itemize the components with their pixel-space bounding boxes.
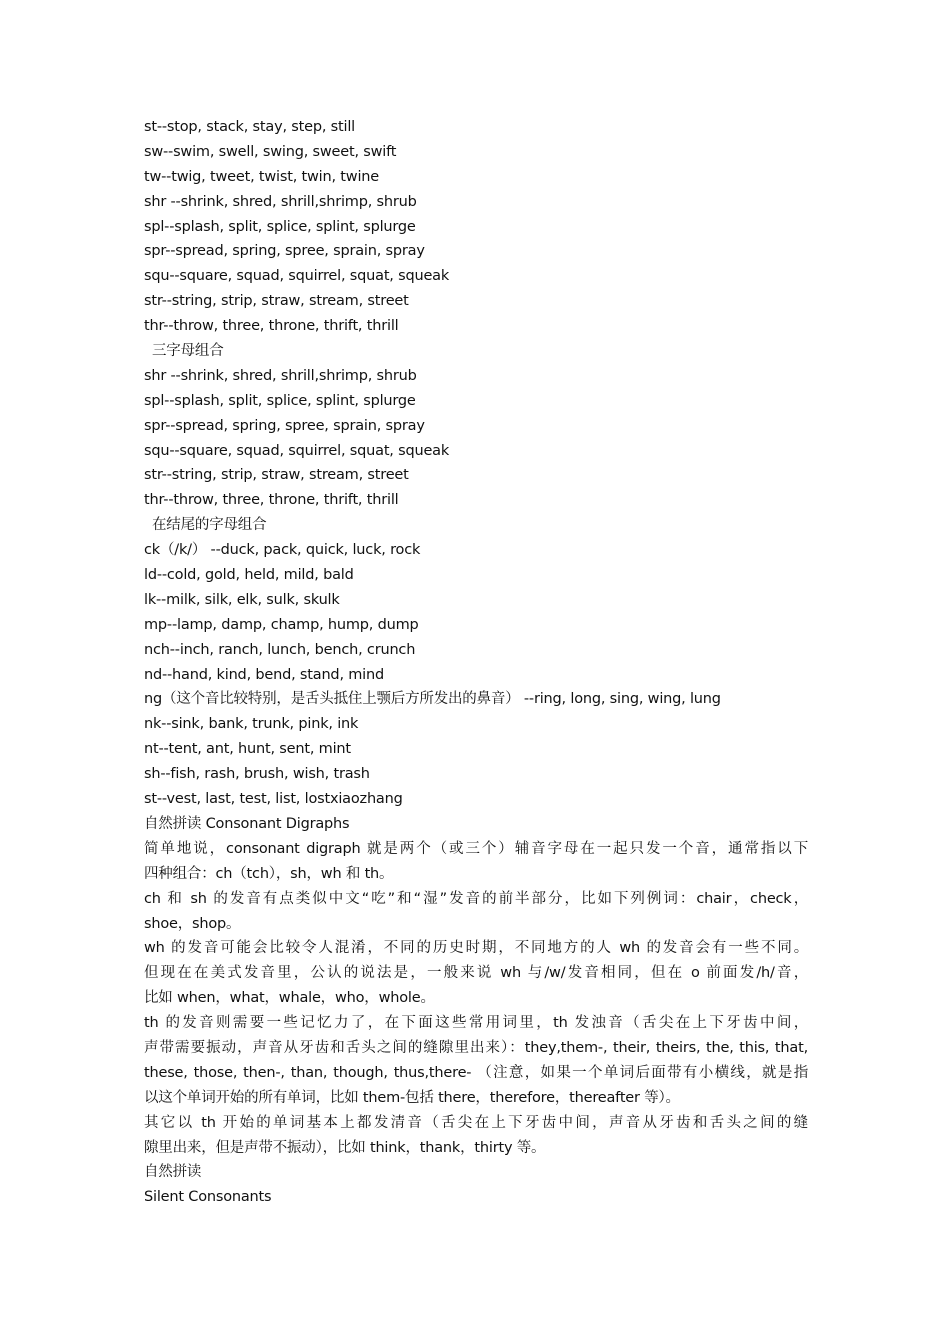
text-line: nk--sink, bank, trunk, pink, ink xyxy=(144,716,359,733)
text-line: str--string, strip, straw, stream, street xyxy=(144,293,409,310)
text-line: ck（/k/） --duck, pack, quick, luck, rock xyxy=(144,542,421,559)
section-heading: Silent Consonants xyxy=(144,1189,272,1206)
paragraph-line: 四种组合：ch（tch），sh，wh 和 th。 xyxy=(144,865,394,882)
paragraph-line: shoe，shop。 xyxy=(144,915,241,932)
text-line: squ--square, squad, squirrel, squat, squeak xyxy=(144,268,450,285)
text-line: thr--throw, three, throne, thrift, thrill xyxy=(144,492,399,509)
text-line: st--stop, stack, stay, step, still xyxy=(144,119,355,135)
paragraph-line: 以这个单词开始的所有单词，比如 them-包括 there，therefore，thereafter 等）。 xyxy=(144,1089,680,1106)
text-line: sh--fish, rash, brush, wish, trash xyxy=(144,766,370,783)
paragraph-line: ch 和 sh 的发音有点类似中文“吃”和“湿”发音的前半部分，比如下列例词：chair，check， xyxy=(144,890,808,907)
text-line: spl--splash, split, splice, splint, splurge xyxy=(144,392,416,409)
text-line: squ--square, squad, squirrel, squat, squeak xyxy=(144,442,450,459)
section-heading: 自然拼读 xyxy=(144,1164,202,1181)
paragraph-line: these, those, then-, than, though, thus,there- （注意，如果一个单词后面带有小横线，就是指 xyxy=(144,1064,808,1081)
text-line: thr--throw, three, throne, thrift, thrill xyxy=(144,318,399,335)
text-line: spr--spread, spring, spree, sprain, spray xyxy=(144,243,425,260)
paragraph-line: 但现在在美式发音里，公认的说法是，一般来说 wh 与/w/发音相同，但在 o 前面发/h/音， xyxy=(144,965,808,982)
text-line: shr --shrink, shred, shrill,shrimp, shrub xyxy=(144,193,417,210)
document-page xyxy=(144,115,808,1210)
text-line: shr --shrink, shred, shrill,shrimp, shrub xyxy=(144,367,417,384)
section-heading: 三字母组合 xyxy=(152,343,224,360)
text-line: tw--twig, tweet, twist, twin, twine xyxy=(144,168,379,185)
text-line: spl--splash, split, splice, splint, splurge xyxy=(144,218,416,235)
text-line: nch--inch, ranch, lunch, bench, crunch xyxy=(144,641,416,658)
text-line: str--string, strip, straw, stream, street xyxy=(144,467,409,484)
paragraph-line: th 的发音则需要一些记忆力了，在下面这些常用词里，th 发浊音（舌尖在上下牙齿中间， xyxy=(144,1015,808,1032)
text-line: nd--hand, kind, bend, stand, mind xyxy=(144,666,385,683)
text-line: ld--cold, gold, held, mild, bald xyxy=(144,567,354,584)
text-line: ng（这个音比较特别，是舌头抵住上颚后方所发出的鼻音） --ring, long, sing, wing, lung xyxy=(144,691,721,708)
section-heading: 在结尾的字母组合 xyxy=(152,517,267,534)
paragraph-line: 比如 when，what，whale，who，whole。 xyxy=(144,990,435,1007)
text-line: spr--spread, spring, spree, sprain, spray xyxy=(144,417,425,434)
paragraph-line: 其它以 th 开始的单词基本上都发清音（舌尖在上下牙齿中间，声音从牙齿和舌头之间的缝 xyxy=(144,1114,808,1131)
text-line: nt--tent, ant, hunt, sent, mint xyxy=(144,741,351,758)
section-heading: 自然拼读 Consonant Digraphs xyxy=(144,815,350,832)
paragraph-line: 声带需要振动，声音从牙齿和舌头之间的缝隙里出来）：they,them-, their, theirs, the, this, that, xyxy=(144,1039,808,1056)
text-line: lk--milk, silk, elk, sulk, skulk xyxy=(144,591,340,608)
text-line: mp--lamp, damp, champ, hump, dump xyxy=(144,616,419,633)
text-line: sw--swim, swell, swing, sweet, swift xyxy=(144,143,397,160)
paragraph-line: 隙里出来，但是声带不振动），比如 think，thank，thirty 等。 xyxy=(144,1139,546,1156)
text-line: st--vest, last, test, list, lostxiaozhang xyxy=(144,791,403,808)
paragraph-line: wh 的发音可能会比较令人混淆，不同的历史时期，不同地方的人 wh 的发音会有一些不同。 xyxy=(144,940,808,957)
paragraph-line: 简单地说，consonant digraph 就是两个（或三个）辅音字母在一起只发一个音，通常指以下 xyxy=(144,840,808,857)
